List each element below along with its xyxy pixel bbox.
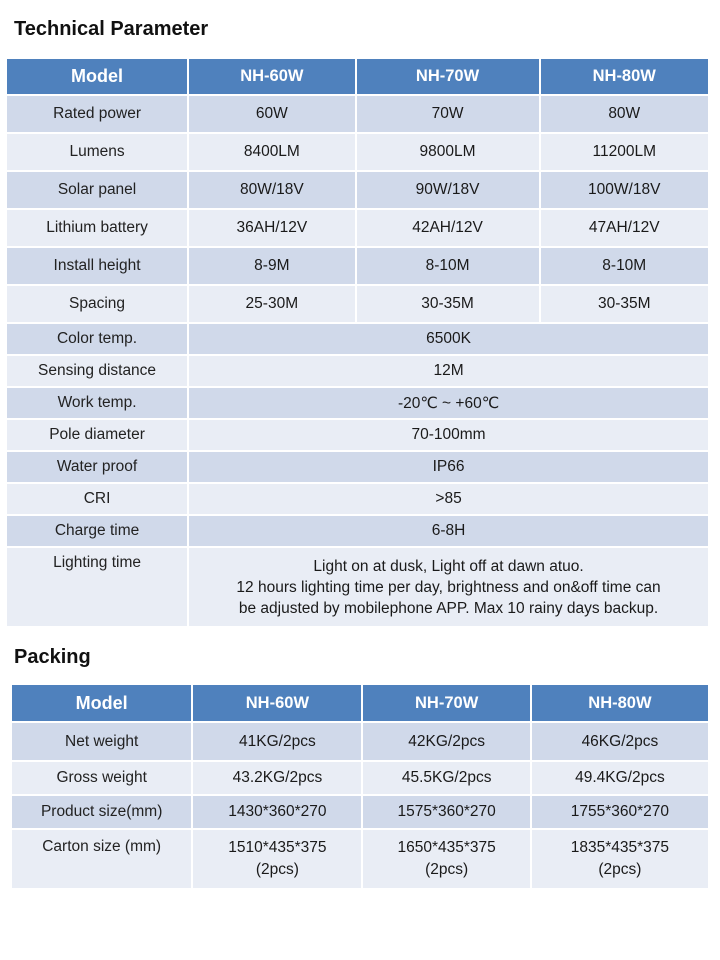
table-cell: 45.5KG/2pcs bbox=[363, 762, 531, 796]
table-row bbox=[7, 248, 708, 286]
row-label: Charge time bbox=[7, 516, 189, 548]
table-row bbox=[12, 796, 708, 830]
table-row bbox=[7, 324, 708, 356]
table-cell bbox=[193, 830, 363, 890]
table-cell-merged: 6-8H bbox=[189, 516, 708, 548]
row-label: Spacing bbox=[7, 286, 189, 324]
row-label: Gross weight bbox=[12, 762, 193, 796]
table-cell: 30-35M bbox=[357, 286, 541, 324]
table-cell-merged: 70-100mm bbox=[189, 420, 708, 452]
packing-title: Packing bbox=[14, 646, 91, 668]
lighting-line: 12 hours lighting time per day, brightness and on&off time can bbox=[236, 578, 661, 596]
table-row bbox=[7, 516, 708, 548]
table-row bbox=[12, 762, 708, 796]
table-row bbox=[7, 210, 708, 248]
packing-table bbox=[12, 685, 708, 890]
table-cell-merged: >85 bbox=[189, 484, 708, 516]
table-header-row bbox=[7, 59, 708, 96]
table-cell: 11200LM bbox=[541, 134, 709, 172]
table-cell: 47AH/12V bbox=[541, 210, 709, 248]
table-cell: 42AH/12V bbox=[357, 210, 541, 248]
table-row bbox=[7, 134, 708, 172]
table-cell: 100W/18V bbox=[541, 172, 709, 210]
row-label: Carton size (mm) bbox=[12, 830, 193, 890]
table-cell: 90W/18V bbox=[357, 172, 541, 210]
header-nh-80w: NH-80W bbox=[532, 685, 708, 723]
table-cell: 80W/18V bbox=[189, 172, 357, 210]
lighting-time-description bbox=[189, 548, 708, 628]
table-cell: 60W bbox=[189, 96, 357, 134]
header-nh-70w: NH-70W bbox=[363, 685, 531, 723]
table-cell: 70W bbox=[357, 96, 541, 134]
table-cell: 8400LM bbox=[189, 134, 357, 172]
header-nh-60w: NH-60W bbox=[193, 685, 363, 723]
table-cell: 8-9M bbox=[189, 248, 357, 286]
table-row bbox=[7, 356, 708, 388]
table-row bbox=[7, 286, 708, 324]
table-cell: 1430*360*270 bbox=[193, 796, 363, 830]
table-cell: 8-10M bbox=[541, 248, 709, 286]
carton-pcs: (2pcs) bbox=[255, 861, 299, 878]
row-label: Lighting time bbox=[7, 548, 189, 628]
table-header-row bbox=[12, 685, 708, 723]
table-cell: 46KG/2pcs bbox=[532, 723, 708, 762]
table-cell-merged: 6500K bbox=[189, 324, 708, 356]
carton-pcs: (2pcs) bbox=[598, 861, 642, 878]
carton-size: 1650*435*375 bbox=[397, 839, 496, 856]
table-cell: 9800LM bbox=[357, 134, 541, 172]
table-row bbox=[12, 830, 708, 890]
table-row bbox=[7, 420, 708, 452]
lighting-line: be adjusted by mobilephone APP. Max 10 rainy days backup. bbox=[238, 599, 659, 617]
table-row bbox=[7, 484, 708, 516]
row-label: Water proof bbox=[7, 452, 189, 484]
table-row bbox=[12, 723, 708, 762]
carton-size: 1510*435*375 bbox=[228, 839, 327, 856]
technical-parameter-table bbox=[7, 59, 708, 628]
row-label: Product size(mm) bbox=[12, 796, 193, 830]
table-cell-merged: -20℃ ~ +60℃ bbox=[189, 388, 708, 420]
table-cell: 41KG/2pcs bbox=[193, 723, 363, 762]
row-label: Lumens bbox=[7, 134, 189, 172]
carton-pcs: (2pcs) bbox=[425, 861, 469, 878]
row-label: Solar panel bbox=[7, 172, 189, 210]
header-nh-70w: NH-70W bbox=[357, 59, 541, 96]
row-label: Lithium battery bbox=[7, 210, 189, 248]
table-row bbox=[7, 452, 708, 484]
row-label: Net weight bbox=[12, 723, 193, 762]
table-cell: 1575*360*270 bbox=[363, 796, 531, 830]
carton-size: 1835*435*375 bbox=[570, 839, 670, 856]
row-label: Pole diameter bbox=[7, 420, 189, 452]
table-row bbox=[7, 172, 708, 210]
table-cell: 1755*360*270 bbox=[532, 796, 708, 830]
table-cell bbox=[532, 830, 708, 890]
table-row bbox=[7, 96, 708, 134]
table-cell-merged: IP66 bbox=[189, 452, 708, 484]
row-label: Work temp. bbox=[7, 388, 189, 420]
table-cell: 36AH/12V bbox=[189, 210, 357, 248]
row-label: Rated power bbox=[7, 96, 189, 134]
table-cell: 8-10M bbox=[357, 248, 541, 286]
row-label: Color temp. bbox=[7, 324, 189, 356]
table-cell: 30-35M bbox=[541, 286, 709, 324]
row-label: Sensing distance bbox=[7, 356, 189, 388]
row-label: Install height bbox=[7, 248, 189, 286]
table-cell bbox=[363, 830, 531, 890]
header-nh-80w: NH-80W bbox=[541, 59, 709, 96]
row-label: CRI bbox=[7, 484, 189, 516]
table-cell-merged: 12M bbox=[189, 356, 708, 388]
table-row bbox=[7, 388, 708, 420]
table-cell: 80W bbox=[541, 96, 709, 134]
table-cell: 25-30M bbox=[189, 286, 357, 324]
header-nh-60w: NH-60W bbox=[189, 59, 357, 96]
lighting-line: Light on at dusk, Light off at dawn atuo. bbox=[313, 557, 584, 575]
table-cell: 49.4KG/2pcs bbox=[532, 762, 708, 796]
table-row bbox=[7, 548, 708, 628]
table-cell: 43.2KG/2pcs bbox=[193, 762, 363, 796]
table-cell: 42KG/2pcs bbox=[363, 723, 531, 762]
header-model: Model bbox=[7, 59, 189, 96]
technical-parameter-title: Technical Parameter bbox=[14, 18, 209, 40]
header-model: Model bbox=[12, 685, 193, 723]
